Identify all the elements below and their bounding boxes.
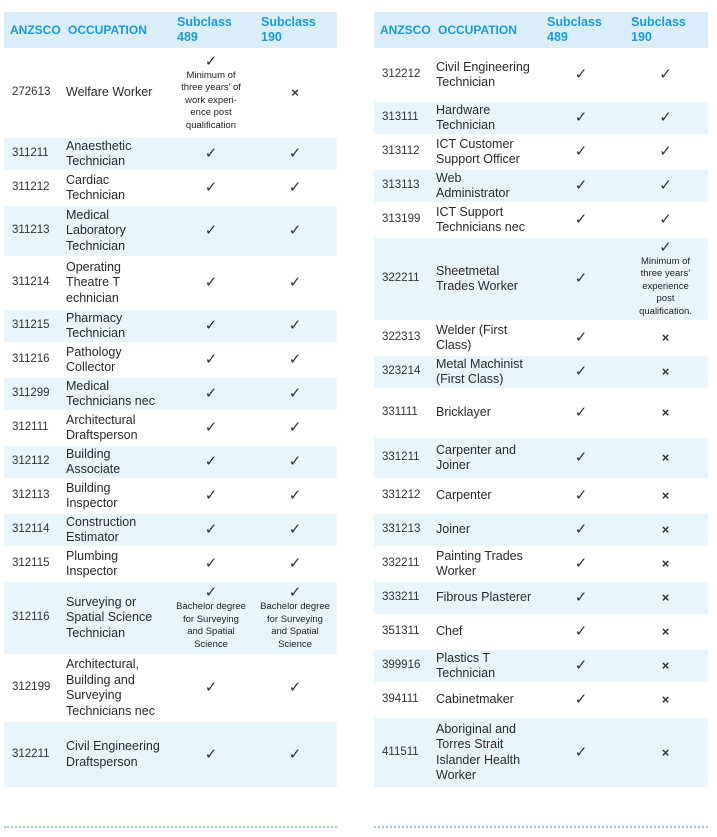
anzsco-code: 312199 [12, 681, 51, 694]
anzsco-code: 311215 [12, 319, 50, 332]
occupation-name: Hardware Technician [436, 102, 496, 132]
table-row [4, 257, 337, 309]
occupation-name: Painting Trades Worker [436, 548, 523, 578]
anzsco-code: 331111 [382, 406, 418, 419]
check-icon: ✓ [204, 317, 218, 334]
subclass-489-cell [539, 321, 623, 355]
check-icon: ✓ [659, 109, 672, 126]
subclass-489-cell [539, 547, 623, 581]
occupation-name: Anaesthetic Technician [66, 138, 132, 168]
subclass-190-cell [623, 169, 708, 203]
subclass-489-cell [539, 355, 623, 389]
occupation-name: Aboriginal and Torres Strait Islander Health Worker [436, 721, 521, 782]
subclass-489-cell [169, 205, 253, 257]
check-icon: ✓ [659, 211, 672, 228]
subclass-190-cell [253, 257, 337, 309]
anzsco-code: 311212 [12, 181, 50, 194]
table-row [4, 137, 337, 171]
check-icon: ✓ [288, 351, 302, 368]
subclass-190-cell [623, 101, 708, 135]
table-row [4, 445, 337, 479]
subclass-489-cell [539, 649, 623, 683]
divider-right [374, 826, 708, 828]
subclass-190-cell [623, 135, 708, 169]
anzsco-code: 312111 [12, 421, 49, 434]
occupation-name: Chef [436, 624, 463, 639]
anzsco-code: 312112 [12, 455, 50, 468]
subclass-489-cell [169, 581, 253, 655]
anzsco-code: 312115 [12, 557, 50, 570]
subclass-190-cell [253, 721, 337, 787]
check-icon: ✓ [574, 743, 588, 761]
subclass-190-cell [623, 717, 708, 787]
subclass-489-cell [169, 513, 253, 547]
table-row [374, 437, 708, 479]
table-row [4, 205, 337, 257]
occupation-name: Pathology Collector [66, 344, 122, 374]
qualification-note: Bachelor degree for Surveying and Spatial Science [176, 601, 246, 650]
subclass-190-cell [623, 649, 708, 683]
table-row [374, 321, 708, 355]
subclass-489-cell [169, 343, 253, 377]
check-icon: ✓ [288, 274, 302, 291]
header-occupation: OCCUPATION [438, 22, 517, 37]
occupation-name: Welfare Worker [66, 85, 153, 100]
subclass-489-cell [539, 479, 623, 513]
anzsco-code: 311211 [12, 147, 49, 160]
subclass-190-cell [623, 615, 708, 649]
check-icon: ✓ [574, 589, 588, 606]
occupation-name: Building Associate [66, 446, 121, 476]
occupation-name: Plastics T Technician [436, 650, 496, 680]
check-icon: ✓ [574, 109, 588, 126]
subclass-489-cell [169, 547, 253, 581]
table-row [374, 237, 708, 321]
occupation-name: Construction Estimator [66, 514, 137, 544]
table-row [374, 649, 708, 683]
anzsco-code: 313199 [382, 213, 421, 226]
occupation-name: ICT Customer Support Officer [436, 136, 520, 166]
check-icon: ✓ [288, 179, 302, 196]
check-icon: ✓ [659, 177, 672, 194]
subclass-190-cell [623, 513, 708, 547]
anzsco-code: 311213 [12, 224, 50, 237]
subclass-489-cell [169, 257, 253, 309]
subclass-190-cell [253, 479, 337, 513]
anzsco-code: 331213 [382, 523, 421, 536]
check-icon: ✓ [574, 657, 588, 674]
check-icon: ✓ [574, 143, 588, 160]
anzsco-code: 311216 [12, 353, 50, 366]
check-icon: ✓ [288, 745, 302, 763]
occupation-name: Welder (First Class) [436, 322, 508, 352]
subclass-489-cell [539, 389, 623, 437]
occupation-name: Cardiac Technician [66, 172, 126, 202]
header-occupation: OCCUPATION [68, 22, 147, 37]
table-header-row [4, 12, 337, 49]
check-icon: ✓ [288, 584, 302, 601]
occupation-name: Medical Technicians nec [66, 378, 155, 408]
subclass-489-cell [539, 717, 623, 787]
table-row [374, 389, 708, 437]
subclass-489-cell [169, 479, 253, 513]
subclass-190-cell [253, 377, 337, 411]
subclass-489-cell [539, 581, 623, 615]
subclass-489-cell [539, 437, 623, 479]
subclass-190-cell [623, 203, 708, 237]
anzsco-code: 331211 [382, 451, 420, 464]
anzsco-code: 313113 [382, 179, 420, 192]
subclass-190-cell [253, 547, 337, 581]
anzsco-code: 312114 [12, 523, 50, 536]
check-icon: ✓ [574, 449, 588, 466]
table-row [4, 479, 337, 513]
table-row [374, 101, 708, 135]
check-icon: ✓ [574, 691, 588, 708]
table-row [4, 547, 337, 581]
check-icon: ✓ [204, 584, 218, 601]
check-icon: ✓ [574, 363, 588, 380]
subclass-489-cell [539, 683, 623, 717]
table-row [4, 513, 337, 547]
check-icon: ✓ [204, 385, 218, 402]
occupation-name: Surveying or Spatial Science Technician [66, 594, 153, 640]
check-icon: ✓ [659, 66, 672, 83]
subclass-190-cell [623, 479, 708, 513]
header-anzsco: ANZSCO [10, 22, 61, 37]
anzsco-code: 311299 [12, 387, 50, 400]
table-row [374, 717, 708, 787]
check-icon: ✓ [288, 317, 302, 334]
subclass-190-cell [623, 237, 708, 321]
occupation-table-left [4, 12, 337, 787]
occupation-name: Civil Engineering Technician [436, 59, 530, 89]
check-icon: ✓ [204, 274, 218, 291]
check-icon: ✓ [288, 521, 302, 538]
occupation-name: Metal Machinist (First Class) [436, 356, 523, 386]
table-row [4, 721, 337, 787]
subclass-489-cell [539, 101, 623, 135]
check-icon: ✓ [288, 419, 302, 436]
table-row [374, 49, 708, 101]
subclass-489-cell [539, 49, 623, 101]
subclass-489-cell [539, 237, 623, 321]
cross-icon: × [661, 330, 670, 345]
subclass-190-cell [253, 137, 337, 171]
subclass-190-cell [253, 581, 337, 655]
cross-icon: × [661, 488, 670, 503]
occupation-name: Operating Theatre T echnician [66, 259, 121, 305]
subclass-190-cell [253, 343, 337, 377]
check-icon: ✓ [204, 453, 218, 470]
table-body-right [374, 49, 708, 787]
qualification-note: Minimum of three years’ experience post qualification. [639, 255, 692, 317]
cross-icon: × [661, 364, 670, 379]
subclass-190-cell [253, 655, 337, 721]
check-icon: ✓ [204, 419, 218, 436]
anzsco-code: 312211 [12, 747, 50, 760]
check-icon: ✓ [288, 222, 302, 239]
check-icon: ✓ [574, 177, 588, 194]
header-anzsco: ANZSCO [380, 22, 431, 37]
subclass-190-cell [253, 513, 337, 547]
cross-icon: × [661, 624, 670, 639]
table-row [4, 655, 337, 721]
anzsco-code: 323214 [382, 365, 421, 378]
subclass-190-cell [623, 355, 708, 389]
anzsco-code: 411511 [382, 745, 419, 758]
anzsco-code: 332211 [382, 557, 420, 570]
table-row [4, 377, 337, 411]
cross-icon: × [661, 590, 670, 605]
table-row [4, 309, 337, 343]
subclass-190-cell [623, 321, 708, 355]
anzsco-code: 312212 [382, 68, 421, 81]
anzsco-code: 333211 [382, 591, 420, 604]
table-row [4, 581, 337, 655]
subclass-489-cell [169, 655, 253, 721]
subclass-489-cell [169, 171, 253, 205]
header-subclass-489: Subclass 489 [177, 15, 232, 44]
occupation-name: Fibrous Plasterer [436, 590, 532, 605]
table-row [374, 615, 708, 649]
anzsco-code: 313111 [382, 111, 419, 124]
subclass-489-cell [169, 445, 253, 479]
check-icon: ✓ [574, 623, 588, 640]
table-row [374, 479, 708, 513]
subclass-489-cell [539, 169, 623, 203]
subclass-190-cell [623, 547, 708, 581]
subclass-190-cell [253, 49, 337, 137]
check-icon: ✓ [204, 487, 218, 504]
anzsco-code: 272613 [12, 86, 51, 99]
cross-icon: × [661, 692, 670, 707]
anzsco-code: 394111 [382, 693, 419, 706]
anzsco-code: 331212 [382, 489, 421, 502]
check-icon: ✓ [288, 385, 302, 402]
occupation-name: ICT Support Technicians nec [436, 204, 525, 234]
subclass-190-cell [623, 683, 708, 717]
qualification-note: Bachelor degree for Surveying and Spatial Science [260, 601, 330, 650]
qualification-note: Minimum of three years’ of work experi- ence post qualification [181, 69, 241, 131]
occupation-name: Web Administrator [436, 170, 510, 200]
check-icon: ✓ [574, 211, 588, 228]
table-row [4, 343, 337, 377]
subclass-489-cell [169, 411, 253, 445]
check-icon: ✓ [659, 238, 672, 256]
subclass-489-cell [539, 513, 623, 547]
check-icon: ✓ [659, 143, 672, 160]
check-icon: ✓ [574, 329, 588, 346]
subclass-489-cell [539, 203, 623, 237]
table-row [374, 203, 708, 237]
check-icon: ✓ [574, 555, 588, 572]
subclass-190-cell [253, 309, 337, 343]
anzsco-code: 312116 [12, 611, 50, 624]
anzsco-code: 399916 [382, 659, 421, 672]
cross-icon: × [661, 744, 670, 760]
table-row [374, 135, 708, 169]
table-row [374, 581, 708, 615]
check-icon: ✓ [204, 145, 218, 162]
table-row [374, 355, 708, 389]
occupation-name: Architectural, Building and Surveying Technicians nec [66, 657, 155, 718]
occupation-name: Architectural Draftsperson [66, 412, 138, 442]
table-row [4, 411, 337, 445]
check-icon: ✓ [288, 679, 302, 696]
divider-left [4, 826, 337, 828]
subclass-489-cell [539, 615, 623, 649]
subclass-190-cell [623, 49, 708, 101]
occupation-name: Bricklayer [436, 405, 491, 420]
occupation-name: Pharmacy Technician [66, 310, 126, 340]
table-row [374, 513, 708, 547]
table-body-left [4, 49, 337, 787]
occupation-name: Joiner [436, 522, 471, 537]
check-icon: ✓ [204, 745, 218, 763]
table-header-row [374, 12, 708, 49]
subclass-489-cell [539, 135, 623, 169]
check-icon: ✓ [204, 222, 218, 239]
cross-icon: × [661, 522, 670, 537]
anzsco-code: 351311 [382, 625, 420, 638]
table-row [374, 547, 708, 581]
cross-icon: × [661, 556, 670, 571]
occupation-name: Sheetmetal Trades Worker [436, 263, 518, 293]
header-subclass-489: Subclass 489 [547, 15, 602, 44]
anzsco-code: 322313 [382, 331, 421, 344]
subclass-190-cell [623, 389, 708, 437]
check-icon: ✓ [574, 404, 588, 421]
subclass-190-cell [253, 411, 337, 445]
cross-icon: × [661, 405, 670, 420]
occupation-name: Carpenter [436, 488, 492, 503]
check-icon: ✓ [288, 555, 302, 572]
table-row [4, 49, 337, 137]
check-icon: ✓ [288, 487, 302, 504]
subclass-190-cell [623, 437, 708, 479]
check-icon: ✓ [574, 270, 588, 287]
anzsco-code: 311214 [12, 276, 50, 289]
occupation-name: Plumbing Inspector [66, 548, 119, 578]
occupation-name: Medical Laboratory Technician [66, 207, 126, 253]
occupation-name: Carpenter and Joiner [436, 442, 516, 472]
subclass-489-cell [169, 137, 253, 171]
check-icon: ✓ [574, 66, 588, 83]
subclass-489-cell [169, 377, 253, 411]
occupation-name: Cabinetmaker [436, 692, 514, 707]
anzsco-code: 322211 [382, 272, 420, 285]
check-icon: ✓ [204, 521, 218, 538]
anzsco-code: 312113 [12, 489, 50, 502]
occupation-name: Building Inspector [66, 480, 118, 510]
table-row [4, 171, 337, 205]
check-icon: ✓ [204, 351, 218, 368]
subclass-190-cell [253, 171, 337, 205]
subclass-489-cell [169, 49, 253, 137]
check-icon: ✓ [204, 52, 218, 70]
cross-icon: × [661, 450, 670, 465]
subclass-190-cell [253, 205, 337, 257]
anzsco-code: 313112 [382, 145, 420, 158]
check-icon: ✓ [204, 555, 218, 572]
check-icon: ✓ [204, 679, 218, 696]
check-icon: ✓ [288, 453, 302, 470]
subclass-190-cell [253, 445, 337, 479]
check-icon: ✓ [204, 179, 218, 196]
subclass-489-cell [169, 721, 253, 787]
table-row [374, 169, 708, 203]
check-icon: ✓ [574, 487, 588, 504]
subclass-190-cell [623, 581, 708, 615]
check-icon: ✓ [288, 145, 302, 162]
header-subclass-190: Subclass 190 [261, 15, 316, 44]
header-subclass-190: Subclass 190 [631, 15, 686, 44]
occupation-table-right [374, 12, 708, 787]
subclass-489-cell [169, 309, 253, 343]
table-row [374, 683, 708, 717]
cross-icon: × [291, 85, 299, 100]
check-icon: ✓ [574, 521, 588, 538]
cross-icon: × [661, 658, 670, 673]
occupation-name: Civil Engineering Draftsperson [66, 739, 160, 769]
